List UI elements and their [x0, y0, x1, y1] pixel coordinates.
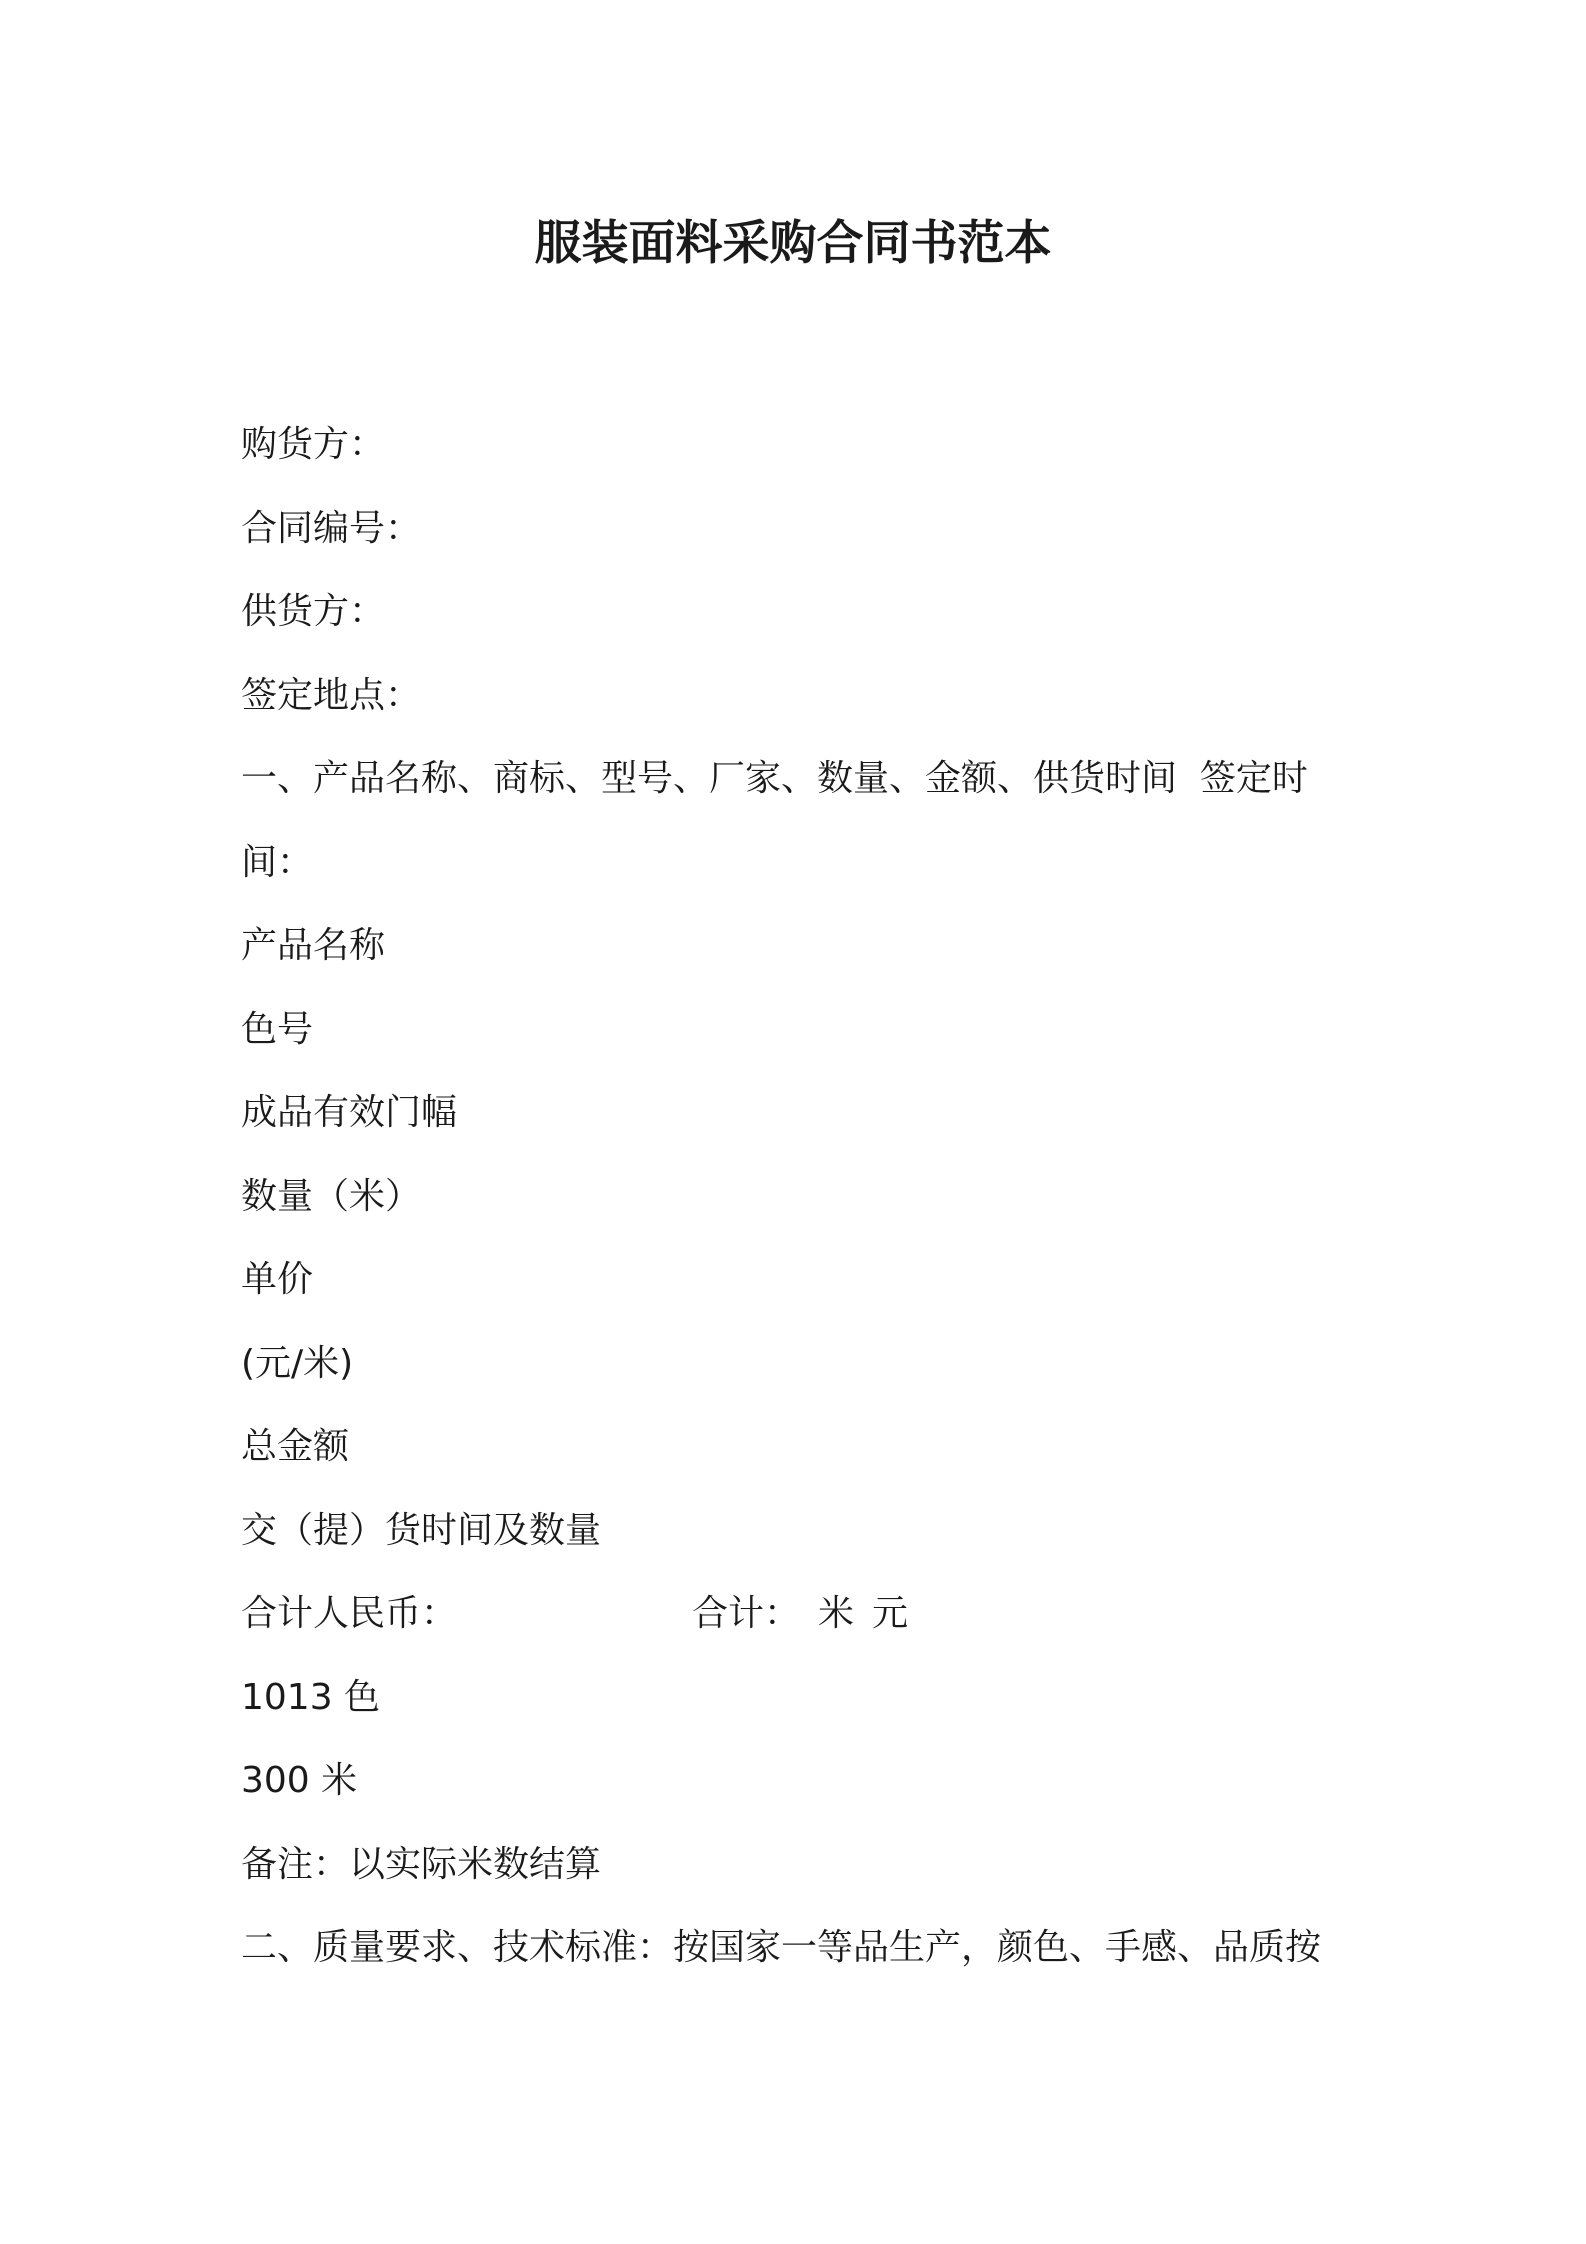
contract-number-line: 合同编号： [241, 507, 422, 549]
section-one-heading-continued: 间： [241, 841, 314, 883]
quantity-line: 数量（米） [241, 1175, 422, 1217]
total-rmb-label: 合计人民币： [241, 1593, 458, 1634]
unit-price-unit-line: (元/米) [241, 1342, 354, 1384]
signing-place-line: 签定地点： [241, 674, 422, 716]
section-one-heading: 一、产品名称、商标、型号、厂家、数量、金额、供货时间 签定时 [241, 758, 1308, 799]
effective-width-line: 成品有效门幅 [241, 1092, 458, 1133]
supplier-line: 供货方： [241, 591, 386, 632]
total-amount-line: 总金额 [241, 1426, 350, 1467]
unit-price-line: 单价 [241, 1259, 314, 1300]
document-body [241, 403, 1351, 1990]
product-name-line: 产品名称 [241, 925, 386, 966]
color-number-line: 色号 [241, 1008, 314, 1050]
unit-meter: 米 [818, 1593, 855, 1634]
unit-yuan: 元 [872, 1593, 909, 1634]
sum-label: 合计： [692, 1593, 801, 1634]
total-rmb-line [241, 1572, 1351, 1656]
color-code-line: 1013 色 [241, 1676, 381, 1718]
remark-line: 备注：以实际米数结算 [241, 1843, 602, 1885]
delivery-time-line: 交（提）货时间及数量 [241, 1509, 602, 1551]
buyer-line: 购货方： [241, 424, 386, 465]
document-title: 服装面料采购合同书范本 [534, 216, 1052, 271]
section-two-heading: 二、质量要求、技术标准：按国家一等品生产，颜色、手感、品质按 [241, 1927, 1322, 1968]
meter-count-line: 300 米 [241, 1760, 358, 1801]
